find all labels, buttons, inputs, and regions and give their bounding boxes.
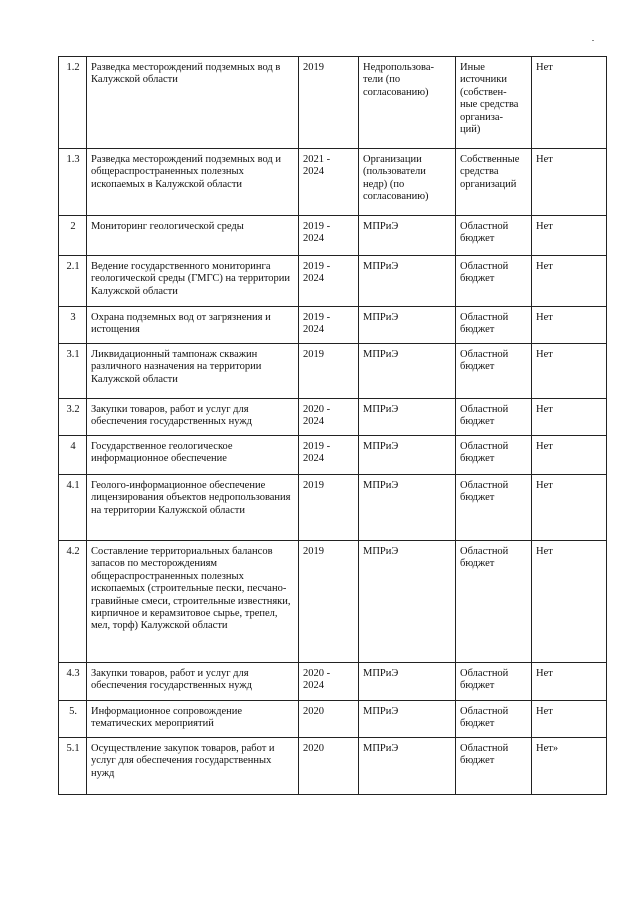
item-other: Нет	[532, 436, 607, 475]
item-name: Закупки товаров, работ и услуг для обеспечения государственных нужд	[87, 663, 299, 701]
item-period: 2019	[299, 57, 359, 149]
item-funding-source: Областной бюджет	[456, 541, 532, 663]
item-period: 2020 - 2024	[299, 399, 359, 436]
item-period: 2019	[299, 541, 359, 663]
item-period: 2021 - 2024	[299, 149, 359, 216]
item-funding-source: Областной бюджет	[456, 436, 532, 475]
item-executor: МПРиЭ	[359, 738, 456, 795]
item-executor: Недропользова- тели (по согласованию)	[359, 57, 456, 149]
table-row	[59, 344, 607, 399]
item-number: 2	[59, 216, 87, 256]
item-executor: МПРиЭ	[359, 436, 456, 475]
item-executor: МПРиЭ	[359, 701, 456, 738]
item-period: 2020	[299, 701, 359, 738]
item-name: Геолого-информационное обеспечение лицензирования объектов недропользования на территории Калужской области	[87, 475, 299, 541]
item-funding-source: Областной бюджет	[456, 701, 532, 738]
item-name: Закупки товаров, работ и услуг для обеспечения государственных нужд	[87, 399, 299, 436]
item-executor: МПРиЭ	[359, 344, 456, 399]
item-name: Информационное сопровождение тематических мероприятий	[87, 701, 299, 738]
item-name: Осуществление закупок товаров, работ и услуг для обеспечения государственных нужд	[87, 738, 299, 795]
table-row	[59, 663, 607, 701]
item-name: Ведение государственного мониторинга геологической среды (ГМГС) на территории Калужской области	[87, 256, 299, 307]
item-name: Ликвидационный тампонаж скважин различного назначения на территории Калужской области	[87, 344, 299, 399]
item-executor: МПРиЭ	[359, 663, 456, 701]
item-number: 4.1	[59, 475, 87, 541]
item-other: Нет	[532, 344, 607, 399]
item-name: Охрана подземных вод от загрязнения и истощения	[87, 307, 299, 344]
item-other: Нет	[532, 541, 607, 663]
item-number: 3.2	[59, 399, 87, 436]
item-other: Нет	[532, 216, 607, 256]
item-number: 1.2	[59, 57, 87, 149]
item-other: Нет	[532, 307, 607, 344]
table-row	[59, 149, 607, 216]
item-executor: Организации (пользователи недр) (по согласованию)	[359, 149, 456, 216]
item-number: 4.3	[59, 663, 87, 701]
item-funding-source: Собственные средства организаций	[456, 149, 532, 216]
item-other: Нет	[532, 256, 607, 307]
table-row	[59, 738, 607, 795]
table-row	[59, 307, 607, 344]
item-other: Нет	[532, 57, 607, 149]
item-funding-source: Областной бюджет	[456, 663, 532, 701]
item-executor: МПРиЭ	[359, 475, 456, 541]
item-period: 2020	[299, 738, 359, 795]
item-number: 4.2	[59, 541, 87, 663]
table-row	[59, 57, 607, 149]
item-number: 2.1	[59, 256, 87, 307]
item-funding-source: Областной бюджет	[456, 399, 532, 436]
item-number: 5.	[59, 701, 87, 738]
item-executor: МПРиЭ	[359, 307, 456, 344]
item-name: Разведка месторождений подземных вод в Калужской области	[87, 57, 299, 149]
item-period: 2019	[299, 344, 359, 399]
table-row	[59, 475, 607, 541]
item-other: Нет»	[532, 738, 607, 795]
table-row	[59, 541, 607, 663]
item-funding-source: Областной бюджет	[456, 307, 532, 344]
item-number: 4	[59, 436, 87, 475]
scan-speck	[592, 40, 594, 41]
table-row	[59, 216, 607, 256]
item-number: 1.3	[59, 149, 87, 216]
item-period: 2019 - 2024	[299, 436, 359, 475]
item-other: Нет	[532, 399, 607, 436]
item-other: Нет	[532, 475, 607, 541]
item-funding-source: Областной бюджет	[456, 475, 532, 541]
item-funding-source: Областной бюджет	[456, 738, 532, 795]
item-funding-source: Областной бюджет	[456, 216, 532, 256]
table-row	[59, 701, 607, 738]
table-row	[59, 436, 607, 475]
item-other: Нет	[532, 149, 607, 216]
item-name: Мониторинг геологической среды	[87, 216, 299, 256]
item-executor: МПРиЭ	[359, 541, 456, 663]
item-period: 2019 - 2024	[299, 216, 359, 256]
item-other: Нет	[532, 701, 607, 738]
item-period: 2020 - 2024	[299, 663, 359, 701]
item-funding-source: Иные источники (собствен- ные средства организа- ций)	[456, 57, 532, 149]
item-name: Составление территориальных балансов запасов по месторождениям общераспространенных полезных ископаемых (строительные пески, песчано-гравийные смеси, строительные известняки, кирпичное и керамзитовое сырье, трепел, мел, торф) Калужской области	[87, 541, 299, 663]
item-period: 2019	[299, 475, 359, 541]
item-number: 3	[59, 307, 87, 344]
item-funding-source: Областной бюджет	[456, 256, 532, 307]
item-number: 3.1	[59, 344, 87, 399]
item-name: Разведка месторождений подземных вод и общераспространенных полезных ископаемых в Калужской области	[87, 149, 299, 216]
item-period: 2019 - 2024	[299, 307, 359, 344]
item-period: 2019 - 2024	[299, 256, 359, 307]
measures-table	[58, 56, 607, 795]
item-executor: МПРиЭ	[359, 216, 456, 256]
item-name: Государственное геологическое информационное обеспечение	[87, 436, 299, 475]
table-row	[59, 399, 607, 436]
table-row	[59, 256, 607, 307]
item-executor: МПРиЭ	[359, 399, 456, 436]
item-executor: МПРиЭ	[359, 256, 456, 307]
item-funding-source: Областной бюджет	[456, 344, 532, 399]
item-number: 5.1	[59, 738, 87, 795]
item-other: Нет	[532, 663, 607, 701]
